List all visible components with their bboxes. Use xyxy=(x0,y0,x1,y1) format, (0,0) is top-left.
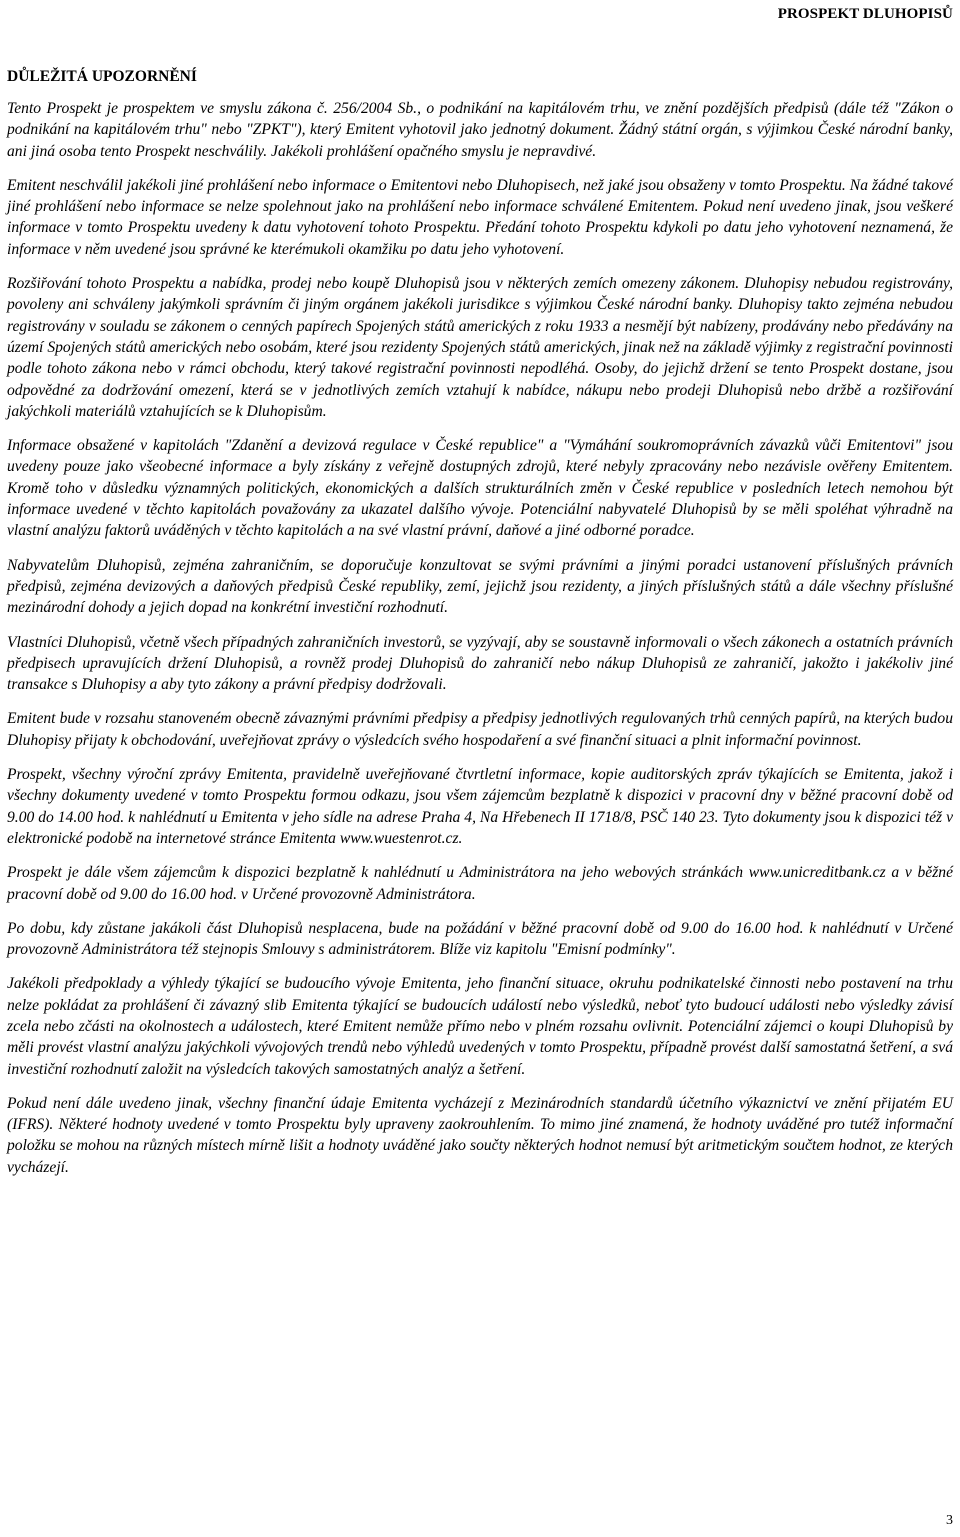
section-heading: DŮLEŽITÁ UPOZORNĚNÍ xyxy=(7,68,197,85)
paragraph-9: Prospekt je dále všem zájemcům k dispozici bezplatně k nahlédnutí u Administrátora na jeho webových stránkách www.unicreditbank.cz a v běžné pracovní době od 9.00 do 16.00 hod. v Určené provozovně Administrátora. xyxy=(7,864,953,903)
paragraph-6: Vlastníci Dluhopisů, včetně všech případných zahraničních investorů, se vyzývají, aby se soustavně informovali o všech zákonech a ostatních právních předpisech upravujících držení Dluhopisů, a rovněž prodej Dluhopisů do zahraničí nebo nákup Dluhopisů ze zahraničí, jakožto i jakékoliv jiné transakce s Dluhopisy a aby tyto zákony a právní předpisy dodržovali. xyxy=(7,633,953,694)
running-header: PROSPEKT DLUHOPISŮ xyxy=(777,6,953,22)
paragraph-4: Informace obsažené v kapitolách "Zdanění a devizová regulace v České republice" a "Vymáhání soukromoprávních závazků vůči Emitentovi" jsou uvedeny pouze jako všeobecné informace a byly získány z veřejně dostupných zdrojů, které nebyly zpracovány nebo nezávisle ověřeny Emitentem. Kromě toho v důsledku významných politických, ekonomických a dalších strukturálních změn v České republice v posledních letech nemohou být informace uvedené v těchto kapitolách považovány za ukazatel dalšího vývoje. Potenciální nabyvatelé Dluhopisů by se měli spoléhat výhradně na vlastní analýzu faktorů uváděných v těchto kapitolách a na své vlastní právní, daňové a jiné odborné poradce. xyxy=(7,437,953,540)
paragraph-3: Rozšiřování tohoto Prospektu a nabídka, prodej nebo koupě Dluhopisů jsou v některých zemích omezeny zákonem. Dluhopisy nebudou registrovány, povoleny ani schváleny jakýmkoli správním či jiným orgánem jakékoli jurisdikce s výjimkou České národní banky. Dluhopisy takto zejména nebudou registrovány v souladu se zákonem o cenných papírech Spojených států amerických z roku 1933 a nesmějí být nabízeny, prodávány nebo předávány na území Spojených států amerických nebo osobám, které jsou rezidenty Spojených států amerických, jinak než na základě výjimky z registrační povinnosti podle tohoto zákona nebo v rámci obchodu, který takové registrační povinnosti nepodléhá. Osoby, do jejichž držení se tento Prospekt dostane, jsou odpovědné za dodržování omezení, která se v jednotlivých zemích vztahují k nabídce, nákupu nebo prodeji Dluhopisů nebo držbě a rozšiřování jakýchkoli materiálů vztahujících se k Dluhopisům. xyxy=(7,275,953,420)
paragraph-11: Jakékoli předpoklady a výhledy týkající se budoucího vývoje Emitenta, jeho finanční situace, okruhu podnikatelské činnosti nebo postavení na trhu nelze pokládat za prohlášení či závazný slib Emitenta týkající se budoucích událostí nebo výsledků, neboť tyto budoucí události nebo výsledky závisí zcela nebo zčásti na okolnostech a událostech, které Emitent nemůže přímo nebo v plném rozsahu ovlivnit. Potenciální zájemci o koupi Dluhopisů by měli provést vlastní analýzu jakýchkoli vývojových trendů nebo výhledů uvedených v tomto Prospektu, případně provést další samostatná šetření, a svá investiční rozhodnutí založit na výsledcích takových samostatných analýz a šetření. xyxy=(7,975,953,1078)
paragraph-2: Emitent neschválil jakékoli jiné prohlášení nebo informace o Emitentovi nebo Dluhopisech, než jaké jsou obsaženy v tomto Prospektu. Na žádné takové jiné prohlášení nebo informace se nelze spolehnout jako na prohlášení nebo informace schválené Emitentem. Pokud není uvedeno jinak, jsou veškeré informace v tomto Prospektu uvedeny k datu vyhotovení tohoto Prospektu. Předání tohoto Prospektu kdykoli po datu jeho vyhotovení neznamená, že informace v něm uvedené jsou správné ke kterémukoli okamžiku po datu jeho vyhotovení. xyxy=(7,176,953,258)
paragraph-7: Emitent bude v rozsahu stanoveném obecně závaznými právními předpisy a předpisy jednotlivých regulovaných trhů cenných papírů, na kterých budou Dluhopisy přijaty k obchodování, uveřejňovat zprávy o výsledcích svého hospodaření a své finanční situaci a plnit informační povinnost. xyxy=(7,710,953,749)
page-number: 3 xyxy=(946,1513,953,1528)
paragraph-8: Prospekt, všechny výroční zprávy Emitenta, pravidelně uveřejňované čtvrtletní informace, kopie auditorských zpráv týkajících se Emitenta, jakož i všechny dokumenty uvedené v tomto Prospektu formou odkazu, jsou všem zájemcům bezplatně k dispozici v pracovní dny v běžné pracovní době od 9.00 do 14.00 hod. k nahlédnutí u Emitenta v jeho sídle na adrese Praha 4, Na Hřebenech II 1718/8, PSČ 140 23. Tyto dokumenty jsou k dispozici též v elektronické podobě na internetové stránce Emitenta www.wuestenrot.cz. xyxy=(7,766,953,847)
paragraph-5: Nabyvatelům Dluhopisů, zejména zahraničním, se doporučuje konzultovat se svými právními a jinými poradci ustanovení příslušných právních předpisů, zejména devizových a daňových předpisů České republiky, zemí, jejichž jsou rezidenty, a jiných příslušných států a dále všechny příslušné mezinárodní dohody a jejich dopad na konkrétní investiční rozhodnutí. xyxy=(7,556,953,617)
paragraph-12: Pokud není dále uvedeno jinak, všechny finanční údaje Emitenta vycházejí z Mezinárodních standardů účetního výkaznictví ve znění přijatém EU (IFRS). Některé hodnoty uvedené v tomto Prospektu byly upraveny zaokrouhlením. To mimo jiné znamená, že hodnoty uváděné pro tutéž informační položku se mohou na různých místech mírně lišit a hodnoty uváděné jako součty některých hodnot nemusí být aritmetickým součtem hodnot, ze kterých vycházejí. xyxy=(7,1094,953,1176)
paragraph-10: Po dobu, kdy zůstane jakákoli část Dluhopisů nesplacena, bude na požádání v běžné pracovní době od 9.00 do 16.00 hod. k nahlédnutí v Určené provozovně Administrátora též stejnopis Smlouvy s administrátorem. Blíže viz kapitolu "Emisní podmínky". xyxy=(7,919,953,959)
paragraph-1: Tento Prospekt je prospektem ve smyslu zákona č. 256/2004 Sb., o podnikání na kapitálovém trhu, ve znění pozdějších předpisů (dále též "Zákon o podnikání na kapitálovém trhu" nebo "ZPKT"), který Emitent vyhotovil jako jednotný dokument. Žádný státní orgán, s výjimkou České národní banky, ani jiná osoba tento Prospekt neschválily. Jakékoli prohlášení opačného smyslu je nepravdivé. xyxy=(7,100,953,160)
body-text xyxy=(7,98,953,1191)
